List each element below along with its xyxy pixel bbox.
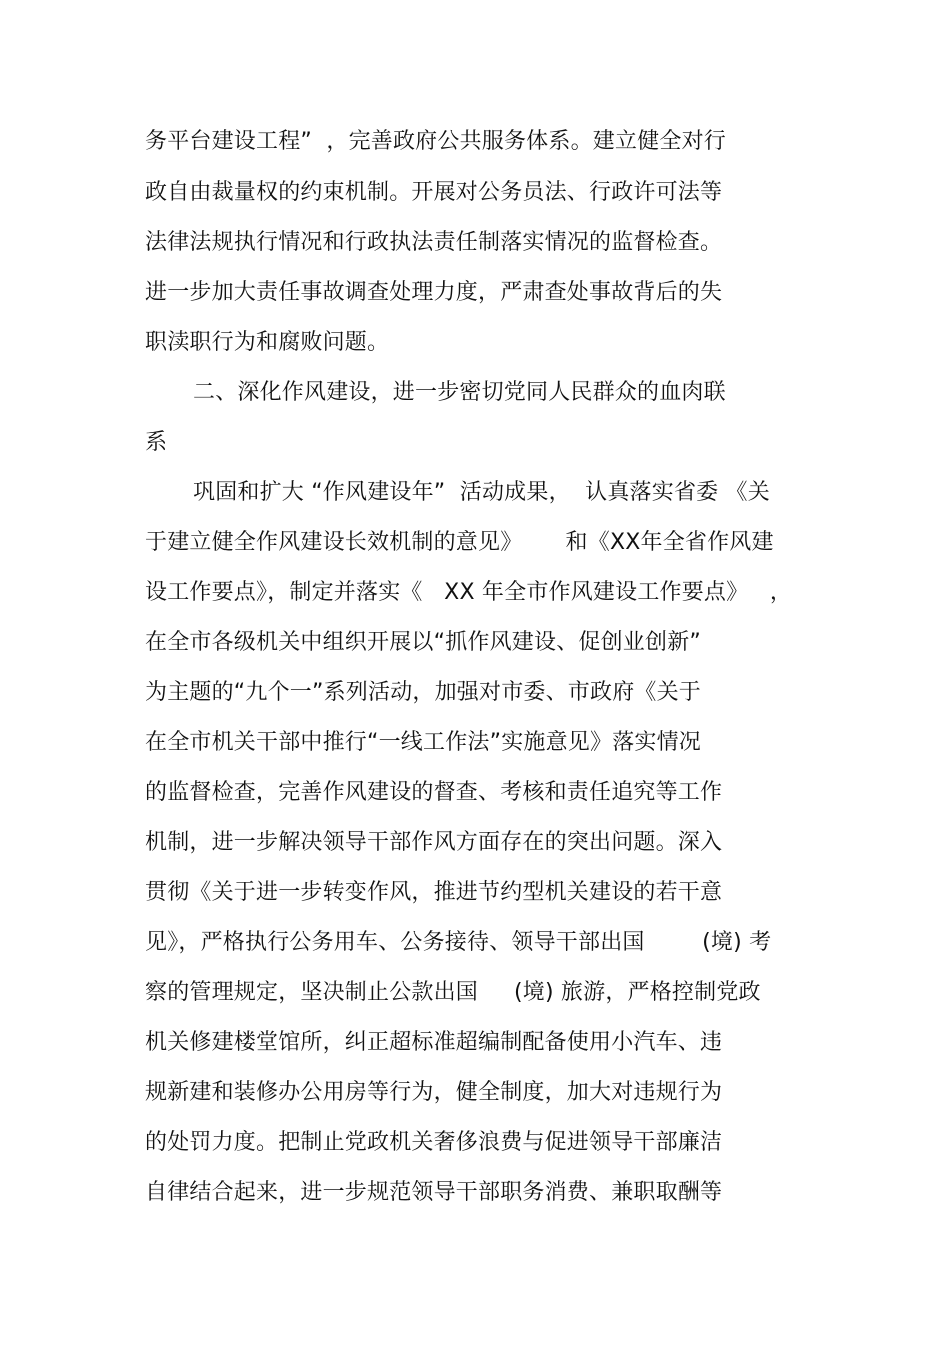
- text-line: 见》，严格执行公务用车、公务接待、领导干部出国 (境) 考: [145, 930, 772, 955]
- text-line: 在全市各级机关中组织开展以“抓作风建设、促创业创新”: [145, 630, 701, 655]
- text-line: 在全市机关干部中推行“一线工作法”实施意见》落实情况: [145, 730, 701, 755]
- text-line: 自律结合起来，进一步规范领导干部职务消费、兼职取酬等: [145, 1180, 723, 1205]
- text-line: 进一步加大责任事故调查处理力度，严肃查处事故背后的失: [145, 280, 723, 305]
- text-line: 务平台建设工程” ，完善政府公共服务体系。建立健全对行: [145, 129, 726, 154]
- text-line: 机关修建楼堂馆所，纠正超标准超编制配备使用小汽车、违: [145, 1030, 723, 1055]
- text-line: 政自由裁量权的约束机制。开展对公务员法、行政许可法等: [145, 180, 723, 205]
- text-line: 法律法规执行情况和行政执法责任制落实情况的监督检查。: [145, 230, 723, 255]
- text-line: 于建立健全作风建设长效机制的意见》 和《XX年全省作风建: [145, 530, 774, 555]
- text-line: 职渎职行为和腐败问题。: [145, 330, 390, 355]
- text-line: 机制，进一步解决领导干部作风方面存在的突出问题。深入: [145, 830, 723, 855]
- text-line: 察的管理规定，坚决制止公款出国 (境) 旅游，严格控制党政: [145, 980, 761, 1005]
- text-line: 为主题的“九个一”系列活动，加强对市委、市政府《关于: [145, 680, 701, 705]
- text-line: 巩固和扩大 “作风建设年” 活动成果， 认真落实省委 《关: [193, 480, 770, 505]
- section-heading: 二、深化作风建设，进一步密切党同人民群众的血肉联: [193, 380, 726, 405]
- text-line: 的监督检查，完善作风建设的督查、考核和责任追究等工作: [145, 780, 723, 805]
- text-line: 贯彻《关于进一步转变作风，推进节约型机关建设的若干意: [145, 880, 723, 905]
- text-line: 设工作要点》，制定并落实《 XX 年全市作风建设工作要点》 ，: [145, 580, 793, 605]
- text-line: 规新建和装修办公用房等行为，健全制度，加大对违规行为: [145, 1080, 723, 1105]
- section-heading-continued: 系: [145, 430, 168, 455]
- text-line: 的处罚力度。把制止党政机关奢侈浪费与促进领导干部廉洁: [145, 1130, 723, 1155]
